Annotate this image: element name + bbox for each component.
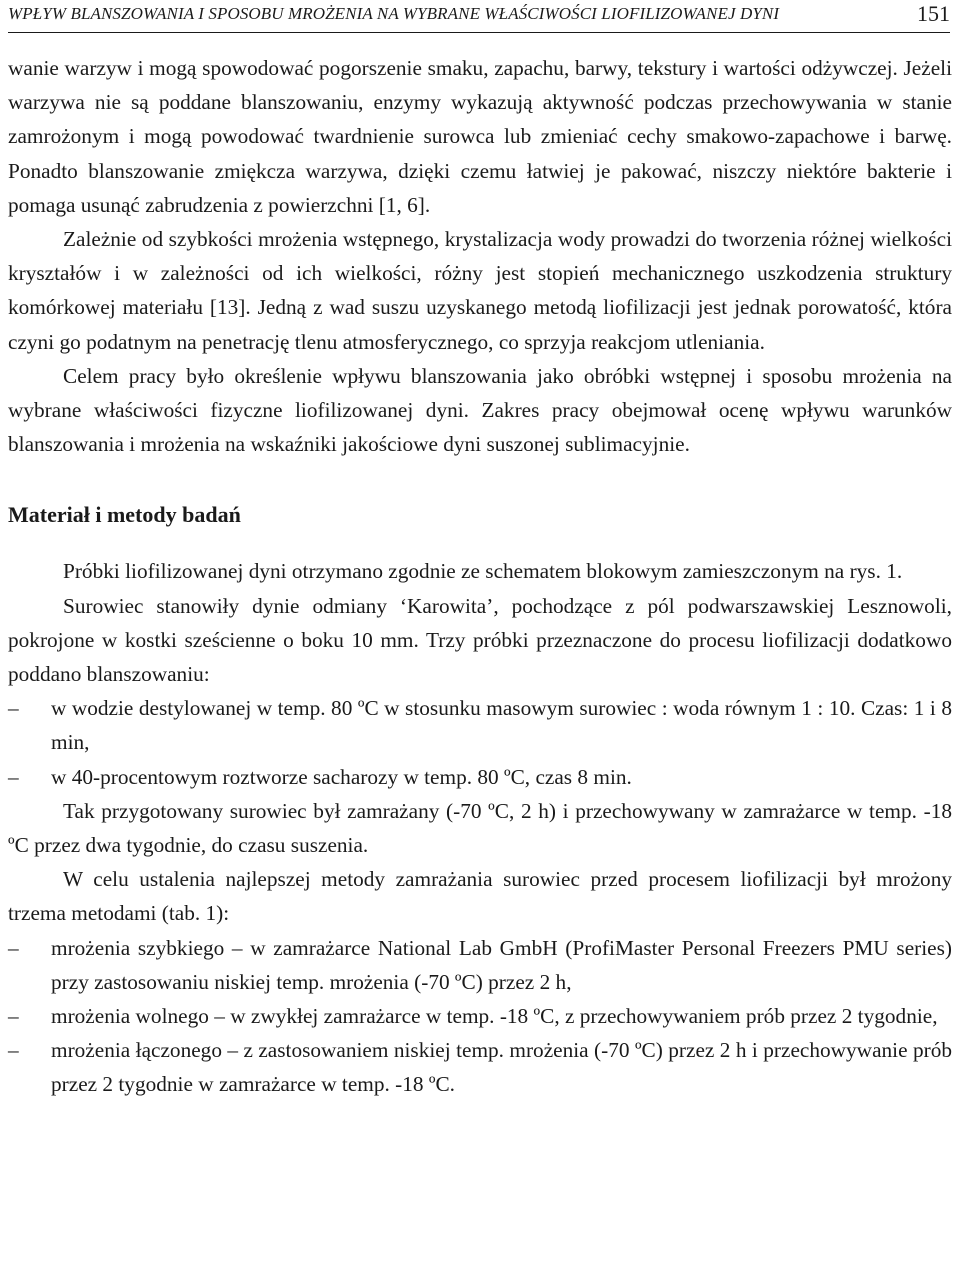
- freezing-methods-list: [8, 931, 952, 1102]
- paragraph-aim: Celem pracy było określenie wpływu blanszowania jako obróbki wstępnej i sposobu mrożenia na wybrane właściwości fizyczne liofilizowanej dyni. Zakres pracy obejmował ocenę wpływu warunków blanszowania i mrożenia na wskaźniki jakościowe dyni suszonej sublimacyjnie.: [8, 363, 952, 457]
- list-item: [8, 691, 952, 759]
- list-item: [8, 931, 952, 999]
- paragraph-freezing-methods: W celu ustalenia najlepszej metody zamrażania surowiec przed procesem liofilizacji był mrożony trzema metodami (tab. 1):: [8, 867, 952, 926]
- list-dash: –: [8, 764, 19, 789]
- paragraph-raw-material: Surowiec stanowiły dynie odmiany ‘Karowita’, pochodzące z pól podwarszawskiej Lesznowoli, pokrojone w kostki sześcienne o boku 10 mm. Trzy próbki przeznaczone do procesu liofilizacji dodatkowo poddano blanszowaniu:: [8, 593, 952, 687]
- list-dash: –: [8, 1038, 19, 1063]
- paragraph-storage: Tak przygotowany surowiec był zamrażany (-70 ºC, 2 h) i przechowywany w zamrażarce w temp. -18 ºC przez dwa tygodnie, do czasu suszenia.: [8, 798, 952, 858]
- section-heading: Materiał i metody badań: [8, 502, 241, 528]
- list-dash: –: [8, 1004, 19, 1029]
- paragraph-samples: Próbki liofilizowanej dyni otrzymano zgodnie ze schematem blokowym zamieszczonym na rys. 1.: [63, 559, 903, 584]
- page-number: 151: [917, 1, 950, 26]
- running-title: WPŁYW BLANSZOWANIA I SPOSOBU MROŻENIA NA WYBRANE WŁAŚCIWOŚCI LIOFILIZOWANEJ DYNI: [8, 4, 780, 23]
- list-item-text: mrożenia szybkiego – w zamrażarce National Lab GmbH (ProfiMaster Personal Freezers PMU series) przy zastosowaniu niskiej temp. mrożenia (-70 ºC) przez 2 h,: [51, 935, 952, 994]
- list-item-text: mrożenia wolnego – w zwykłej zamrażarce w temp. -18 ºC, z przechowywaniem prób przez 2 tygodnie,: [51, 1004, 938, 1029]
- list-item-text: w wodzie destylowanej w temp. 80 ºC w stosunku masowym surowiec : woda równym 1 : 10. Czas: 1 i 8 min,: [51, 696, 952, 755]
- list-dash: –: [8, 696, 19, 721]
- list-item: [8, 1033, 952, 1101]
- list-item-text: mrożenia łączonego – z zastosowaniem niskiej temp. mrożenia (-70 ºC) przez 2 h i przechowywanie prób przez 2 tygodnie w zamrażarce w temp. -18 ºC.: [51, 1038, 952, 1097]
- list-item: [8, 760, 952, 794]
- paragraph-freezing-rate: Zależnie od szybkości mrożenia wstępnego, krystalizacja wody prowadzi do tworzenia różnej wielkości kryształów i w zależności od ich wielkości, różny jest stopień mechanicznego uszkodzenia struktury komórkowej materiału [13]. Jedną z wad suszu uzyskanego metodą liofilizacji jest jednak porowatość, która czyni go podatnym na penetrację tlenu atmosferycznego, co sprzyja reakcjom utleniania.: [8, 227, 952, 354]
- blanching-list: [8, 691, 952, 794]
- page-body: [8, 51, 952, 1102]
- running-header: [8, 2, 950, 33]
- list-item: [8, 999, 952, 1033]
- paragraph-continuation: wanie warzyw i mogą spowodować pogorszenie smaku, zapachu, barwy, tekstury i wartości odżywczej. Jeżeli warzywa nie są poddane blanszowaniu, enzymy wykazują aktywność podczas przechowywania w stanie zamrożonym i mogą powodować twardnienie surowca lub zmieniać cechy smakowo-zapachowe i barwę. Ponadto blanszowanie zmiękcza warzywa, dzięki czemu łatwiej je pakować, niszczy niektóre bakterie i pomaga usunąć zabrudzenia z powierzchni [1, 6].: [8, 56, 952, 217]
- list-dash: –: [8, 935, 19, 960]
- list-item-text: w 40-procentowym roztworze sacharozy w temp. 80 ºC, czas 8 min.: [51, 764, 632, 789]
